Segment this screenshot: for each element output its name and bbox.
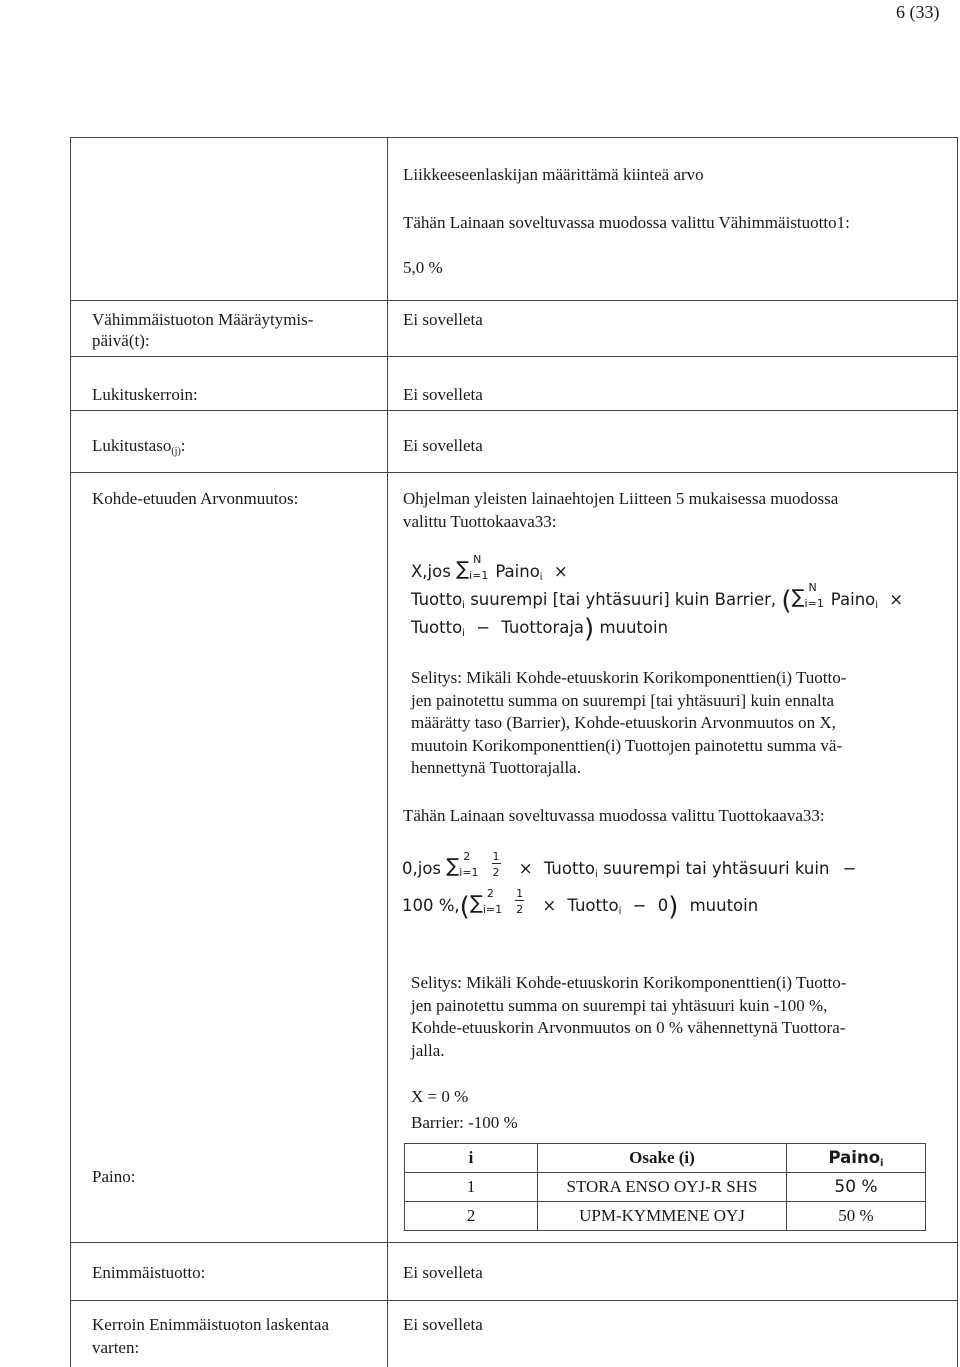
fraction: $\frac{1}{2}$ bbox=[492, 850, 500, 879]
sum-symbol: ∑ 2 i=1 bbox=[446, 850, 479, 879]
table-row bbox=[405, 1202, 926, 1231]
fixed-value-text: Liikkeeseenlaskijan määrittämä kiinteä arvo bbox=[403, 165, 704, 184]
row-weight: 50 % bbox=[787, 1173, 926, 1202]
weight-label: Paino: bbox=[92, 1167, 136, 1186]
min-return-date-value: Ei sovelleta bbox=[403, 310, 483, 329]
lock-factor-value: Ei sovelleta bbox=[403, 385, 483, 404]
formula-2-line-2: 100 %,( ∑ 2 i=1 $\frac{1}{2}$ × Tuotto$_i$ − 0) muutoin bbox=[402, 887, 759, 922]
lock-level-value: Ei sovelleta bbox=[403, 436, 483, 455]
max-return-factor-label-cont: varten: bbox=[92, 1338, 140, 1357]
lock-factor-label: Lukituskerroin: bbox=[92, 385, 198, 404]
header-i: i bbox=[405, 1144, 538, 1173]
sum-symbol: ∑ N i=1 bbox=[791, 581, 824, 610]
min-return-date-label: Vähimmäistuoton Määräytymis- bbox=[92, 310, 314, 329]
barrier-value: Barrier: -100 % bbox=[411, 1113, 518, 1132]
chosen-formula-text: Tähän Lainaan soveltuvassa muodossa valittu Tuottokaava33: bbox=[403, 806, 825, 825]
fraction: $\frac{1}{2}$ bbox=[516, 887, 524, 916]
max-return-factor-value: Ei sovelleta bbox=[403, 1315, 483, 1334]
max-return-factor-label: Kerroin Enimmäistuoton laskentaa bbox=[92, 1315, 329, 1334]
formula-1-line-3: Tuotto$_i$ − Tuottoraja) muutoin bbox=[411, 614, 669, 644]
min-return-date-label-cont: päivä(t): bbox=[92, 331, 150, 350]
table-border-top bbox=[70, 137, 958, 138]
table-row bbox=[405, 1173, 926, 1202]
explanation-1: Selitys: Mikäli Kohde-etuuskorin Korikomponenttien(i) Tuotto- jen painotettu summa on suurempi [tai yhtäsuuri] kuin ennalta määrätty taso (Barrier), Kohde-etuuskorin Arvonmuutos on X, muutoin Korikomponenttien(i) Tuottojen painotettu summa vä- hennettynä Tuottorajalla. bbox=[411, 668, 847, 778]
row-weight: 50 % bbox=[787, 1202, 926, 1231]
page-number: 6 (33) bbox=[896, 2, 940, 22]
min-return-choice-text: Tähän Lainaan soveltuvassa muodossa valittu Vähimmäistuotto1: bbox=[403, 213, 850, 232]
row-divider bbox=[70, 1300, 958, 1301]
row-divider bbox=[70, 472, 958, 473]
column-divider bbox=[387, 137, 388, 1367]
formula-1-line-1: X,jos ∑ N i=1 Paino$_i$ × bbox=[411, 553, 568, 583]
row-index: 2 bbox=[405, 1202, 538, 1231]
formula-1-line-2: Tuotto$_i$ suurempi [tai yhtäsuuri] kuin Barrier, ( ∑ N i=1 Paino$_i$ × bbox=[411, 581, 904, 616]
underlying-change-label: Kohde-etuuden Arvonmuutos: bbox=[92, 489, 299, 508]
table-border-right bbox=[957, 137, 958, 1367]
underlying-change-text-cont: valittu Tuottokaava33: bbox=[403, 512, 557, 531]
sum-symbol: ∑ N i=1 bbox=[456, 553, 489, 582]
row-index: 1 bbox=[405, 1173, 538, 1202]
table-border-left bbox=[70, 137, 71, 1367]
row-stock: STORA ENSO OYJ-R SHS bbox=[538, 1173, 787, 1202]
header-osake: Osake (i) bbox=[538, 1144, 787, 1173]
sum-symbol: ∑ 2 i=1 bbox=[469, 887, 503, 916]
row-divider bbox=[70, 1242, 958, 1243]
max-return-value: Ei sovelleta bbox=[403, 1263, 483, 1282]
lock-level-label: Lukitustaso$_{(j)}$: bbox=[92, 436, 186, 457]
explanation-2: Selitys: Mikäli Kohde-etuuskorin Korikomponenttien(i) Tuotto- jen painotettu summa on suurempi tai yhtäsuuri kuin -100 %, Kohde-etuuskorin Arvonmuutos on 0 % vähennettynä Tuottora- jalla. bbox=[411, 973, 847, 1060]
formula-2-line-1: 0,jos ∑ 2 i=1 $\frac{1}{2}$ × Tuotto$_i$ suurempi tai yhtäsuuri kuin − bbox=[402, 850, 857, 880]
min-return-value: 5,0 % bbox=[403, 258, 443, 277]
row-divider bbox=[70, 300, 958, 301]
row-stock: UPM-KYMMENE OYJ bbox=[538, 1202, 787, 1231]
header-paino: Paino$_i$ bbox=[787, 1144, 926, 1173]
x-value: X = 0 % bbox=[411, 1087, 469, 1106]
row-divider bbox=[70, 356, 958, 357]
max-return-label: Enimmäistuotto: bbox=[92, 1263, 206, 1282]
weights-table-header bbox=[405, 1144, 926, 1173]
underlying-change-text: Ohjelman yleisten lainaehtojen Liitteen 5 mukaisessa muodossa bbox=[403, 489, 839, 508]
row-divider bbox=[70, 410, 958, 411]
weights-table bbox=[404, 1143, 926, 1231]
